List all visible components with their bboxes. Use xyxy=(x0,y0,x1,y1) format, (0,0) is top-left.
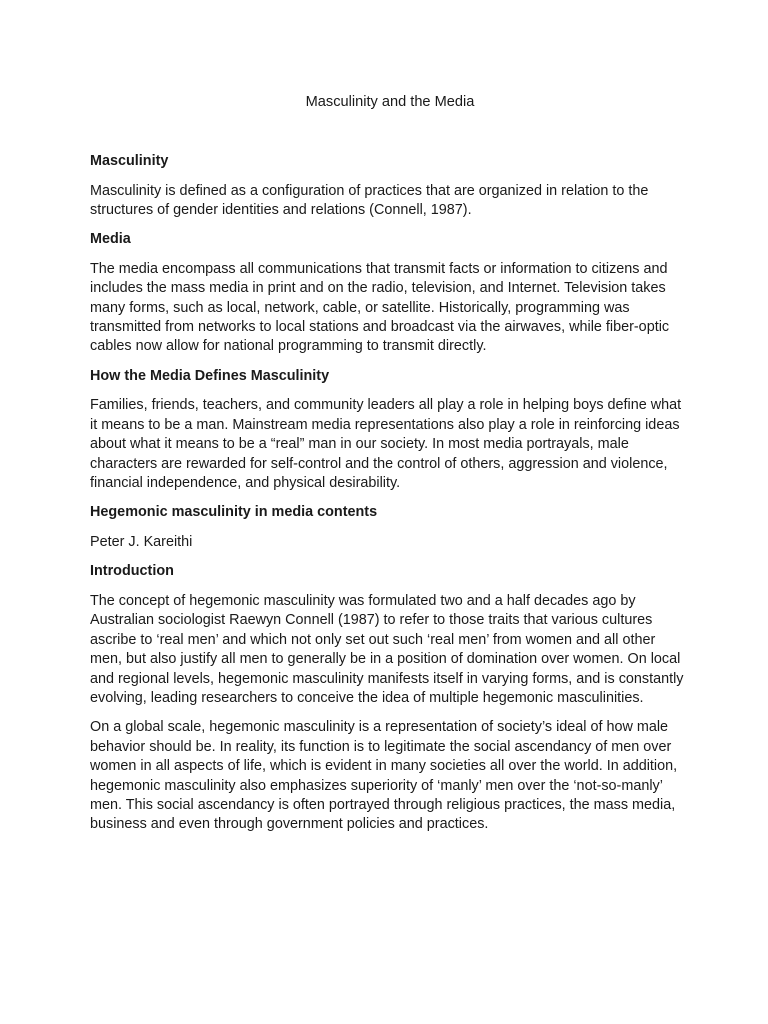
paragraph: The media encompass all communications that transmit facts or information to citizens and includes the mass media in print and on the radio, television, and Internet. Television takes many forms, such as local, network, cable, or satellite. Historically, programming was transmitted from networks to local stations and broadcast via the airwaves, while fiber-optic cables now allow for national programming to transmit directly. xyxy=(90,260,670,355)
section-heading: Introduction xyxy=(90,563,174,580)
section-heading: Masculinity xyxy=(90,153,169,169)
paragraph: On a global scale, hegemonic masculinity is a representation of society’s ideal of how male behavior should be. In reality, its function is to legitimate the social ascendancy of men over women in all aspects of life, which is evident in many societies all over the world. In addition, hegemonic masculinity also emphasizes superiority of ‘manly’ men over the ‘not-so-manly’ men. This social ascendancy is often portrayed through religious practices, the mass media, business and even through government policies and practices. xyxy=(90,719,678,833)
author-name: Peter J. Kareithi xyxy=(90,533,193,550)
document-page xyxy=(90,93,690,845)
section-media xyxy=(90,230,690,357)
section-introduction xyxy=(90,562,690,834)
section-heading: How the Media Defines Masculinity xyxy=(90,367,330,384)
section-heading: Hegemonic masculinity in media contents xyxy=(90,504,378,521)
paragraph: Families, friends, teachers, and community leaders all play a role in helping boys define what it means to be a man. Mainstream media representations also play a role in reinforcing ideas about what it means to be a “real” man in our society. In most media portrayals, male characters are rewarded for self-control and the control of others, aggression and violence, financial independence, and physical desirability. xyxy=(90,397,682,491)
section-heading: Media xyxy=(90,231,131,248)
paragraph: Masculinity is defined as a configuration of practices that are organized in relation to the structures of gender identities and relations (Connell, 1987). xyxy=(90,182,649,218)
section-hegemonic-masculinity xyxy=(90,503,690,552)
paragraph: The concept of hegemonic masculinity was formulated two and a half decades ago by Australian sociologist Raewyn Connell (1987) to refer to those traits that various cultures ascribe to ‘real men’ and which not only set out such ‘real men’ from women and all other men, but also justify all men to generally be in a position of domination over women. On local and regional levels, hegemonic masculinity manifests itself in varying forms, and is constantly evolving, leading researchers to conceive the idea of multiple hegemonic masculinities. xyxy=(90,592,684,706)
section-masculinity xyxy=(90,152,690,220)
section-media-defines-masculinity xyxy=(90,367,690,494)
document-title: Masculinity and the Media xyxy=(305,94,475,110)
